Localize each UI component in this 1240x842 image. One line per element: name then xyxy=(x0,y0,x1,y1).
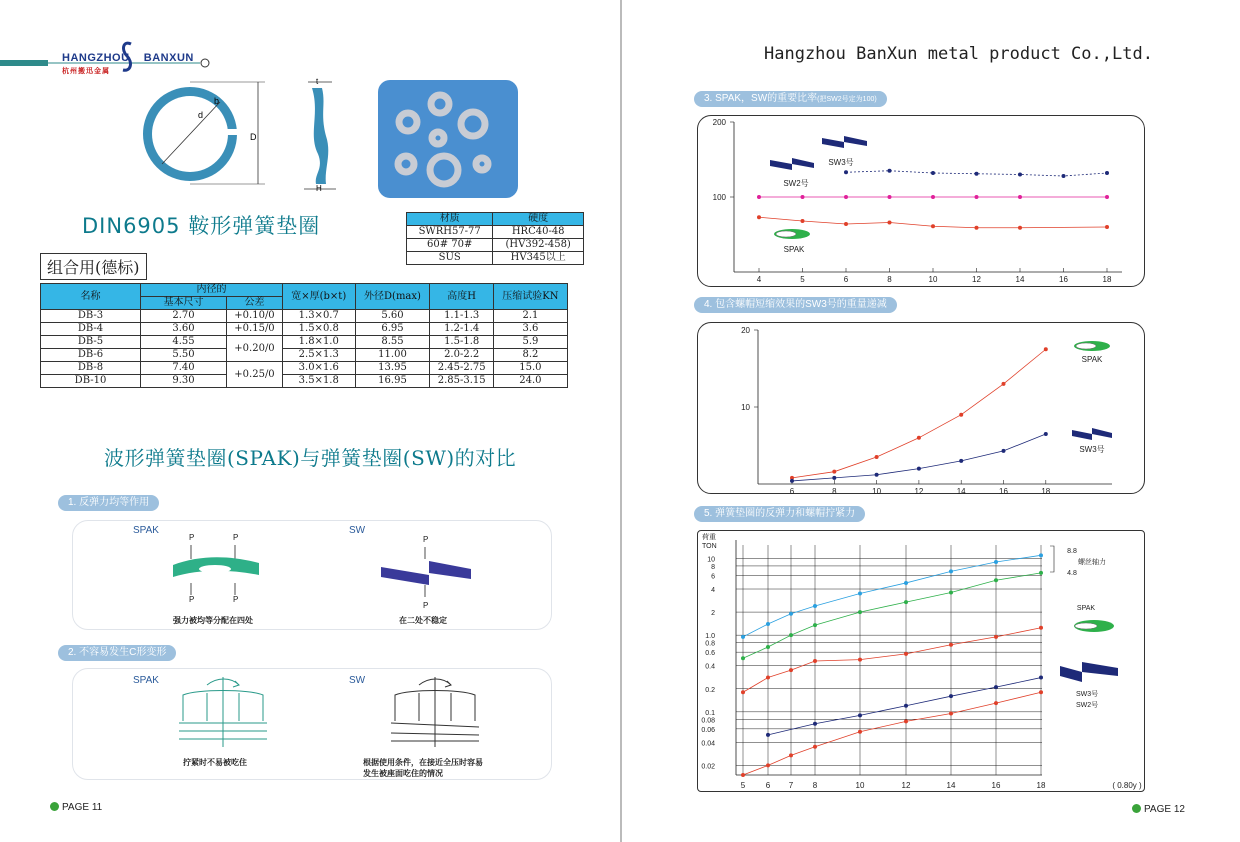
chart5-point xyxy=(741,690,745,694)
section2-sw-caption-line2: 发生被座面吃住的情况 xyxy=(363,769,443,778)
table-cell: DB-5 xyxy=(41,336,141,349)
table-cell: 8.2 xyxy=(493,349,567,362)
chart3-point xyxy=(1018,173,1022,177)
tolerance-header: 公差 xyxy=(227,297,283,310)
chart5-y-tick-label: 0.08 xyxy=(701,717,715,725)
chart5-point xyxy=(813,623,817,627)
chart5-point xyxy=(904,719,908,723)
diagram-label-b: b xyxy=(214,96,220,106)
chart5-point xyxy=(741,773,745,777)
name-header: 名称 xyxy=(41,284,141,310)
chart4-x-tick-label: 14 xyxy=(956,487,966,496)
chart5-y-tick-label: 2 xyxy=(711,610,715,618)
chart5-point xyxy=(1039,676,1043,680)
table-cell: +0.15/0 xyxy=(227,323,283,336)
chart5-point xyxy=(813,745,817,749)
chart5-x-tick-label: 18 xyxy=(1036,781,1046,790)
table-cell: 8.55 xyxy=(355,336,430,349)
test-header: 压缩试验KN xyxy=(493,284,567,310)
inner-diameter-header: 内径的 xyxy=(141,284,283,297)
chart5-point xyxy=(949,694,953,698)
table-cell: 11.00 xyxy=(355,349,430,362)
chart5-point xyxy=(994,578,998,582)
chart5-y-tick-label: 8 xyxy=(711,563,715,571)
chart5-point xyxy=(766,622,770,626)
chart4-label: 4. 包含螺帽短缩效果的SW3号的重量递减 xyxy=(694,297,897,313)
spak-nut-icon xyxy=(177,675,269,751)
chart5-y-tick-label: 0.1 xyxy=(705,709,715,717)
chart4-point xyxy=(1002,449,1006,453)
table-cell: 1.2-1.4 xyxy=(430,323,493,336)
chart3-x-tick-label: 18 xyxy=(1102,275,1112,284)
product-title: DIN6905 鞍形弹簧垫圈 xyxy=(82,214,321,238)
chart4-point xyxy=(832,476,836,480)
chart5-point xyxy=(789,612,793,616)
chart4-x-tick-label: 10 xyxy=(872,487,882,496)
chart4-series-1 xyxy=(792,434,1046,481)
chart3-point xyxy=(801,219,805,223)
table-cell: 5.50 xyxy=(141,349,227,362)
chart3-point xyxy=(931,224,935,228)
logo-text: HANGZHOU BANXUN xyxy=(62,52,194,64)
table-cell: 1.3×0.7 xyxy=(283,310,356,323)
force-label: P xyxy=(423,535,429,544)
section2-label: 2. 不容易发生C形变形 xyxy=(58,645,176,661)
chart4-point xyxy=(875,455,879,459)
chart3-point xyxy=(757,215,761,219)
chart5-label: 5. 弹簧垫圈的反弹力和螺帽拧紧力 xyxy=(694,506,865,522)
chart5-point xyxy=(904,600,908,604)
chart3-legend-spak: SPAK xyxy=(783,245,805,254)
table-cell: 1.1-1.3 xyxy=(430,310,493,323)
chart5-legend-sw3: SW3号 xyxy=(1076,691,1099,698)
chart5-point xyxy=(813,722,817,726)
table-cell: 3.6 xyxy=(493,323,567,336)
chart3-label: 3. SPAK，SW的重要比率(把SW2号定为100) xyxy=(694,91,887,107)
table-row xyxy=(41,336,568,349)
material-table xyxy=(406,212,584,265)
chart5-axial-4-8: 4.8 xyxy=(1067,570,1077,577)
table-cell: DB-6 xyxy=(41,349,141,362)
chart4-point xyxy=(917,467,921,471)
chart3-point xyxy=(888,195,892,199)
chart4-x-tick-label: 8 xyxy=(832,487,837,496)
chart3-x-tick-label: 4 xyxy=(756,275,762,284)
chart4-legend-sw3: SW3号 xyxy=(1079,445,1105,454)
chart3-point xyxy=(844,170,848,174)
basic-size-header: 基本尺寸 xyxy=(141,297,227,310)
chart3-y-tick-label: 100 xyxy=(712,193,726,202)
height-header: 高度H xyxy=(430,284,493,310)
chart5-point xyxy=(813,659,817,663)
section2-panel xyxy=(72,668,552,780)
table-cell: 9.30 xyxy=(141,375,227,388)
diagram-label-H: H xyxy=(316,184,322,193)
chart3-point xyxy=(844,195,848,199)
chart3-point xyxy=(975,226,979,230)
diagram-label-D: D xyxy=(250,132,257,142)
chart4-point xyxy=(875,473,879,477)
chart5-point xyxy=(789,753,793,757)
chart4-legend-spak: SPAK xyxy=(1081,355,1103,364)
chart3-legend-sw2: SW2号 xyxy=(783,179,809,188)
chart5-y-tick-label: 0.06 xyxy=(701,726,715,734)
chart5-y-tick-label: 6 xyxy=(711,573,715,581)
chart4-point xyxy=(917,436,921,440)
chart5-point xyxy=(766,733,770,737)
hardness-cell: (HV392-458) xyxy=(493,239,584,252)
table-cell: DB-8 xyxy=(41,362,141,375)
hardness-header: 硬度 xyxy=(493,213,584,226)
chart3-point xyxy=(1105,171,1109,175)
chart3-point xyxy=(757,195,761,199)
force-label: P xyxy=(189,533,195,542)
chart5-series-0 xyxy=(743,555,1041,637)
chart3-point xyxy=(1018,195,1022,199)
table-cell: 2.1 xyxy=(493,310,567,323)
chart5-spak-icon-hole xyxy=(1075,623,1097,629)
charts-svg xyxy=(622,0,1240,842)
chart5-point xyxy=(949,643,953,647)
section2-spak-label: SPAK xyxy=(133,675,159,686)
spec-table xyxy=(40,283,568,388)
hardness-cell: HV345以上 xyxy=(493,252,584,265)
right-page xyxy=(622,0,1240,842)
chart5-point xyxy=(994,560,998,564)
washer-photo xyxy=(378,80,518,198)
chart3-point xyxy=(975,172,979,176)
chart3-sw2-icon xyxy=(770,158,814,170)
chart5-point xyxy=(766,676,770,680)
chart5-point xyxy=(858,713,862,717)
table-cell: 24.0 xyxy=(493,375,567,388)
chart5-x-tick-label: 6 xyxy=(765,781,771,790)
section1-sw-label: SW xyxy=(349,525,366,536)
chart4-x-tick-label: 16 xyxy=(999,487,1008,496)
chart3-point xyxy=(931,195,935,199)
washer-side-view-diagram xyxy=(288,74,348,198)
section2-sw-caption-line1: 根据使用条件，在接近全压时容易 xyxy=(363,758,483,767)
chart5-ylabel-top: 荷重 xyxy=(702,534,716,541)
chart5-y-tick-label: 0.04 xyxy=(701,740,715,748)
chart3-x-tick-label: 6 xyxy=(843,275,849,284)
force-label: P xyxy=(189,595,195,604)
table-row xyxy=(41,375,568,388)
chart5-axial-label: 螺丝轴力 xyxy=(1078,559,1106,566)
chart4-y-tick-label: 10 xyxy=(741,403,750,412)
table-cell: 16.95 xyxy=(355,375,430,388)
chart5-point xyxy=(949,712,953,716)
chart5-point xyxy=(994,635,998,639)
material-header: 材质 xyxy=(407,213,493,226)
table-row xyxy=(41,310,568,323)
chart4-point xyxy=(1044,432,1048,436)
chart5-point xyxy=(1039,553,1043,557)
chart3-spak-icon-hole xyxy=(776,231,796,237)
table-cell: 15.0 xyxy=(493,362,567,375)
chart5-y-tick-label: 0.8 xyxy=(705,640,715,648)
material-cell: SUS xyxy=(407,252,493,265)
table-cell: 7.40 xyxy=(141,362,227,375)
table-cell: 1.5×0.8 xyxy=(283,323,356,336)
table-cell: +0.10/0 xyxy=(227,310,283,323)
chart5-y-tick-label: 1.0 xyxy=(705,633,715,641)
force-label: P xyxy=(233,533,239,542)
chart5-x-note: ( 0.80y ) xyxy=(1112,781,1142,790)
table-cell: +0.20/0 xyxy=(227,336,283,362)
table-cell: 5.9 xyxy=(493,336,567,349)
chart5-point xyxy=(949,569,953,573)
chart5-point xyxy=(949,591,953,595)
section1-spak-label: SPAK xyxy=(133,525,159,536)
chart3-point xyxy=(801,195,805,199)
chart4-point xyxy=(1044,347,1048,351)
chart5-point xyxy=(741,656,745,660)
chart5-x-tick-label: 7 xyxy=(788,781,794,790)
chart4-sw3-icon xyxy=(1072,428,1112,440)
chart5-point xyxy=(994,701,998,705)
logo-chinese: 杭州搬迅金属 xyxy=(62,67,110,75)
spak-washer-icon xyxy=(169,541,269,601)
chart4-point xyxy=(790,479,794,483)
chart3-point xyxy=(1018,226,1022,230)
table-cell: 6.95 xyxy=(355,323,430,336)
chart5-axial-bracket xyxy=(1050,546,1054,572)
section1-sw-caption: 在二处不稳定 xyxy=(399,616,447,625)
chart3-legend-sw3: SW3号 xyxy=(828,158,854,167)
table-row xyxy=(41,323,568,336)
chart5-sw-icon xyxy=(1060,662,1118,682)
chart5-point xyxy=(904,704,908,708)
chart5-x-tick-label: 14 xyxy=(946,781,956,790)
chart3-x-tick-label: 14 xyxy=(1015,275,1025,284)
chart3-sw3-icon xyxy=(822,136,867,148)
chart4-x-tick-label: 18 xyxy=(1041,487,1051,496)
chart5-point xyxy=(858,591,862,595)
chart5-point xyxy=(766,763,770,767)
chart5-x-tick-label: 10 xyxy=(855,781,865,790)
chart5-ylabel-bottom: TON xyxy=(702,543,717,550)
hardness-cell: HRC40-48 xyxy=(493,226,584,239)
chart4-x-tick-label: 6 xyxy=(789,487,795,496)
material-cell: 60# 70# xyxy=(407,239,493,252)
chart3-y-tick-label: 200 xyxy=(712,118,726,127)
sw-nut-icon xyxy=(389,675,481,751)
section1-label: 1. 反弹力均等作用 xyxy=(58,495,159,511)
table-cell: 2.0-2.2 xyxy=(430,349,493,362)
chart3-point xyxy=(931,171,935,175)
chart5-point xyxy=(994,685,998,689)
chart5-point xyxy=(789,633,793,637)
chart4-x-tick-label: 12 xyxy=(914,487,924,496)
chart5-y-tick-label: 10 xyxy=(707,556,715,564)
chart5-y-tick-label: 0.02 xyxy=(701,763,715,771)
washer-top-view-diagram xyxy=(130,72,275,197)
table-cell: 2.70 xyxy=(141,310,227,323)
chart3-point xyxy=(1105,225,1109,229)
chart5-y-tick-label: 0.2 xyxy=(705,686,715,694)
chart3-x-tick-label: 12 xyxy=(972,275,981,284)
chart5-point xyxy=(741,635,745,639)
company-name: Hangzhou BanXun metal product Co.,Ltd. xyxy=(764,44,1153,64)
chart3-point xyxy=(1062,174,1066,178)
chart5-y-tick-label: 0.4 xyxy=(705,663,715,671)
chart5-point xyxy=(858,610,862,614)
chart5-point xyxy=(1039,690,1043,694)
table-cell: DB-4 xyxy=(41,323,141,336)
chart5-point xyxy=(904,581,908,585)
chart5-legend-sw2: SW2号 xyxy=(1076,702,1099,709)
chart4-series-0 xyxy=(792,349,1046,478)
chart5-x-tick-label: 16 xyxy=(991,781,1001,790)
logo-s-icon xyxy=(120,40,134,74)
table-cell: +0.25/0 xyxy=(227,362,283,388)
chart5-x-tick-label: 8 xyxy=(812,781,818,790)
chart3-x-tick-label: 16 xyxy=(1059,275,1068,284)
force-label: P xyxy=(423,601,429,610)
comparison-title: 波形弹簧垫圈(SPAK)与弹簧垫圈(SW)的对比 xyxy=(104,446,517,470)
material-cell: SWRH57-77 xyxy=(407,226,493,239)
section1-spak-caption: 强力被均等分配在四处 xyxy=(173,616,253,625)
chart3-point xyxy=(1105,195,1109,199)
table-cell: 2.45-2.75 xyxy=(430,362,493,375)
chart3-point xyxy=(888,169,892,173)
combo-label: 组合用(德标) xyxy=(40,253,147,280)
chart3-point xyxy=(844,222,848,226)
table-row xyxy=(41,362,568,375)
chart4-point xyxy=(959,459,963,463)
table-cell: 4.55 xyxy=(141,336,227,349)
table-cell: 5.60 xyxy=(355,310,430,323)
chart5-axial-8-8: 8.8 xyxy=(1067,548,1077,555)
chart5-point xyxy=(813,604,817,608)
chart5-point xyxy=(789,668,793,672)
chart5-point xyxy=(858,730,862,734)
table-cell: DB-3 xyxy=(41,310,141,323)
diagram-label-d: d xyxy=(198,110,204,120)
table-row xyxy=(41,349,568,362)
chart3-point xyxy=(888,221,892,225)
chart5-point xyxy=(858,658,862,662)
section1-panel xyxy=(72,520,552,630)
chart5-point xyxy=(1039,571,1043,575)
page-number-left: PAGE 11 xyxy=(50,802,102,813)
chart3-x-tick-label: 5 xyxy=(800,275,805,284)
chart5-legend-spak: SPAK xyxy=(1076,605,1096,612)
outer-header: 外径D(max) xyxy=(355,284,430,310)
table-cell: 1.5-1.8 xyxy=(430,336,493,349)
force-label: P xyxy=(233,595,239,604)
table-cell: 2.85-3.15 xyxy=(430,375,493,388)
page-dot-icon xyxy=(50,802,59,811)
chart5-point xyxy=(904,652,908,656)
section2-spak-caption: 拧紧时不易被吃住 xyxy=(183,758,247,767)
table-cell: 2.5×1.3 xyxy=(283,349,356,362)
table-cell: DB-10 xyxy=(41,375,141,388)
chart5-x-tick-label: 5 xyxy=(740,781,746,790)
chart5-point xyxy=(766,645,770,649)
table-cell: 3.0×1.6 xyxy=(283,362,356,375)
sw-washer-icon xyxy=(379,547,479,597)
table-cell: 3.5×1.8 xyxy=(283,375,356,388)
chart3-x-tick-label: 10 xyxy=(928,275,938,284)
chart4-point xyxy=(1002,382,1006,386)
diagram-label-t: t xyxy=(316,77,319,86)
chart3-point xyxy=(975,195,979,199)
table-cell: 3.60 xyxy=(141,323,227,336)
page-number-right: PAGE 12 xyxy=(1132,804,1185,815)
table-cell: 13.95 xyxy=(355,362,430,375)
table-cell: 1.8×1.0 xyxy=(283,336,356,349)
chart4-point xyxy=(832,470,836,474)
section2-sw-label: SW xyxy=(349,675,366,686)
chart5-y-tick-label: 4 xyxy=(711,587,715,595)
chart4-point xyxy=(959,413,963,417)
chart3-x-tick-label: 8 xyxy=(887,275,892,284)
chart5-y-tick-label: 0.6 xyxy=(705,650,715,658)
chart5-x-tick-label: 12 xyxy=(901,781,911,790)
width-header: 宽×厚(b×t) xyxy=(283,284,356,310)
chart5-point xyxy=(1039,626,1043,630)
chart4-spak-icon-hole xyxy=(1076,343,1096,349)
chart4-y-tick-label: 20 xyxy=(741,326,750,335)
